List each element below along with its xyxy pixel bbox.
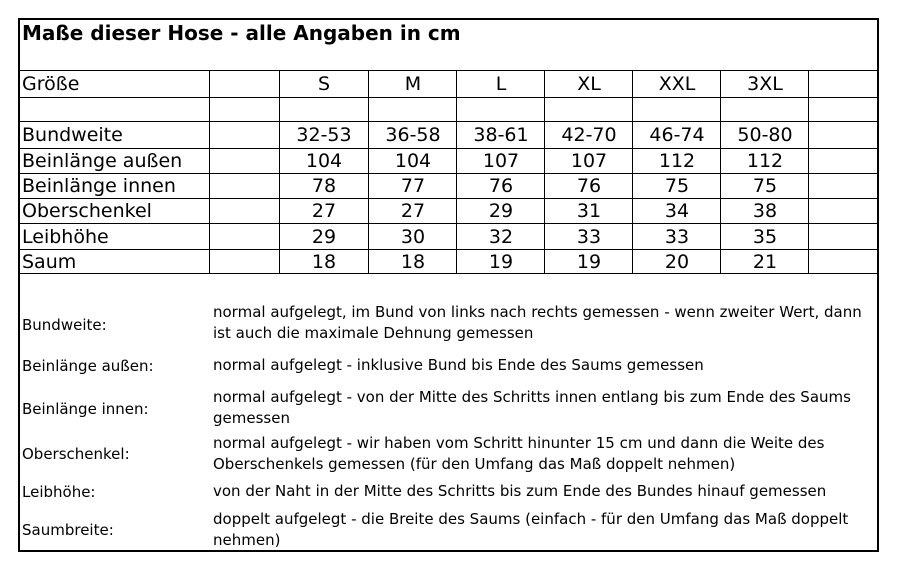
description-label: Beinlänge innen:	[22, 400, 149, 418]
grid-line	[18, 223, 879, 224]
table-cell: 19	[488, 251, 514, 273]
size-header-label: Größe	[22, 73, 80, 95]
table-cell: 77	[400, 175, 426, 197]
table-cell: 19	[576, 251, 602, 273]
description-text: normal aufgelegt, im Bund von links nach rechts gemessen - wenn zweiter Wert, dann ist auch die maximale Dehnung gemessen	[213, 303, 862, 342]
table-cell: 75	[752, 175, 778, 197]
table-cell: 38-61	[473, 124, 529, 146]
grid-line	[209, 70, 210, 274]
description-text: normal aufgelegt - wir haben vom Schritt hinunter 15 cm und dann die Weite des Oberschenkels gemessen (für den Umfang das Maß doppelt nehmen)	[213, 434, 825, 473]
size-header-xxl: XXL	[658, 73, 696, 95]
table-cell: 112	[658, 150, 696, 172]
table-cell: 27	[400, 200, 426, 222]
table-cell: 29	[488, 200, 514, 222]
description-label: Oberschenkel:	[22, 445, 130, 463]
table-cell: 36-58	[385, 124, 441, 146]
table-cell: 50-80	[737, 124, 793, 146]
description-label: Bundweite:	[22, 316, 107, 334]
table-cell: 107	[570, 150, 608, 172]
page-title: Maße dieser Hose - alle Angaben in cm	[22, 21, 461, 45]
table-cell: 18	[400, 251, 426, 273]
table-cell: 32-53	[296, 124, 352, 146]
row-label-beinlaenge-aussen: Beinlänge außen	[22, 150, 183, 172]
grid-line	[18, 70, 879, 71]
table-cell: 32	[488, 226, 514, 248]
table-cell: 20	[664, 251, 690, 273]
size-header-3xl: 3XL	[747, 73, 783, 95]
description-text: doppelt aufgelegt - die Breite des Saums (einfach - für den Umfang das Maß doppelt nehmen)	[213, 510, 849, 549]
table-cell: 21	[752, 251, 778, 273]
table-cell: 34	[664, 200, 690, 222]
table-cell: 78	[311, 175, 337, 197]
table-cell: 76	[488, 175, 514, 197]
size-header-s: S	[317, 73, 331, 95]
table-cell: 107	[482, 150, 520, 172]
row-label-oberschenkel: Oberschenkel	[22, 200, 152, 222]
table-cell: 33	[576, 226, 602, 248]
size-header-xl: XL	[577, 73, 601, 95]
grid-line	[18, 97, 879, 98]
description-text: normal aufgelegt - inklusive Bund bis Ende des Saums gemessen	[213, 356, 704, 374]
row-label-beinlaenge-innen: Beinlänge innen	[22, 175, 176, 197]
description-label: Leibhöhe:	[22, 483, 96, 501]
table-cell: 30	[400, 226, 426, 248]
table-cell: 33	[664, 226, 690, 248]
grid-line	[18, 121, 879, 122]
table-cell: 31	[576, 200, 602, 222]
table-cell: 104	[305, 150, 343, 172]
table-cell: 29	[311, 226, 337, 248]
row-label-bundweite: Bundweite	[22, 124, 123, 146]
size-header-l: L	[495, 73, 507, 95]
row-label-saum: Saum	[22, 251, 77, 273]
size-header-m: M	[404, 73, 422, 95]
description-label: Saumbreite:	[22, 521, 114, 539]
table-cell: 38	[752, 200, 778, 222]
table-cell: 27	[311, 200, 337, 222]
description-text: normal aufgelegt - von der Mitte des Schritts innen entlang bis zum Ende des Saums gemessen	[213, 388, 851, 427]
description-text: von der Naht in der Mitte des Schritts bis zum Ende des Bundes hinauf gemessen	[213, 482, 827, 500]
table-cell: 35	[752, 226, 778, 248]
table-cell: 18	[311, 251, 337, 273]
table-cell: 76	[576, 175, 602, 197]
table-cell: 75	[664, 175, 690, 197]
table-cell: 104	[394, 150, 432, 172]
table-cell: 112	[746, 150, 784, 172]
description-label: Beinlänge außen:	[22, 357, 154, 375]
row-label-leibhoehe: Leibhöhe	[22, 226, 109, 248]
table-cell: 42-70	[561, 124, 617, 146]
table-cell: 46-74	[649, 124, 705, 146]
